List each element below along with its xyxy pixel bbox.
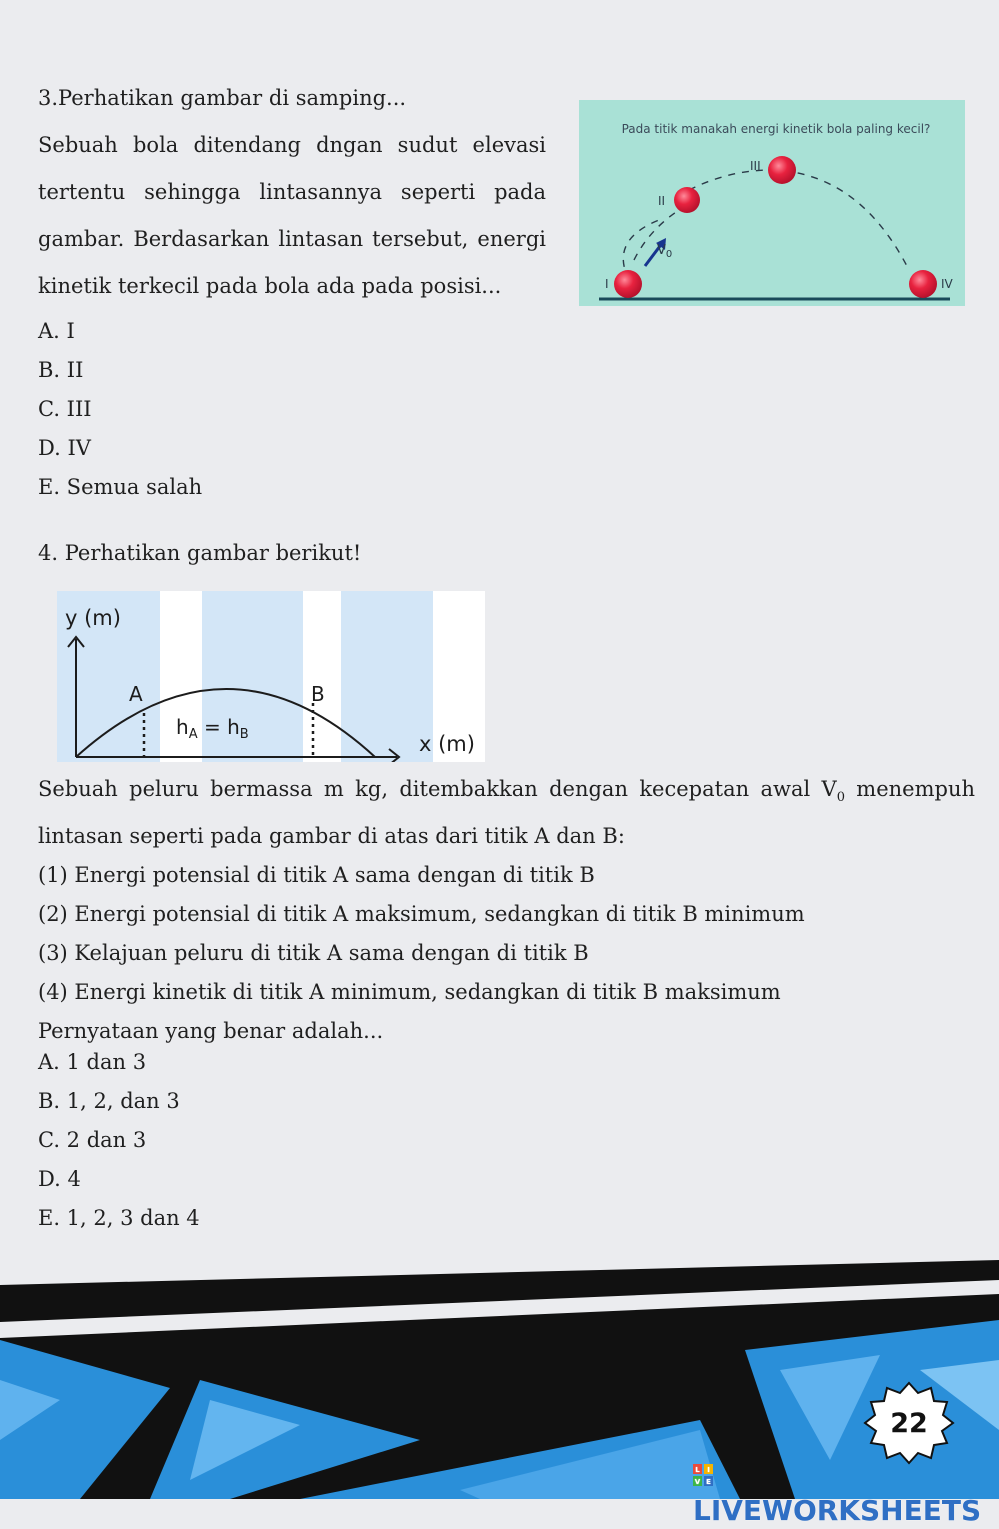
q3-ball-i xyxy=(614,270,642,298)
q3-label-i: I xyxy=(605,277,609,291)
q4-options xyxy=(38,1043,200,1238)
q3-line-1: Sebuah bola ditendang dngan sudut elevasi xyxy=(38,133,546,157)
q3-velocity-label: $V_0$ xyxy=(657,243,673,260)
q4-option-c[interactable]: C. 2 dan 3 xyxy=(38,1128,147,1152)
q3-ball-ii xyxy=(674,187,700,213)
q4-option-d[interactable]: D. 4 xyxy=(38,1167,81,1191)
liveworksheets-wordmark: LIVEWORKSHEETS xyxy=(693,1494,982,1527)
q4-option-b[interactable]: B. 1, 2, dan 3 xyxy=(38,1089,180,1113)
q4-body xyxy=(38,770,975,1051)
q4-figure-trajectory xyxy=(57,591,485,762)
liveworksheets-logo-icon xyxy=(693,1464,713,1486)
q3-option-e[interactable]: E. Semua salah xyxy=(38,475,203,499)
q4-height-equation: $h_A = h_B$ xyxy=(176,715,249,742)
q4-point-a-label: A xyxy=(129,682,143,706)
q4-statement-4: (4) Energi kinetik di titik A minimum, sedangkan di titik B maksimum xyxy=(38,980,781,1005)
q3-trajectory xyxy=(623,170,909,280)
q4-option-e[interactable]: E. 1, 2, 3 dan 4 xyxy=(38,1206,200,1230)
q3-line-4: kinetik terkecil pada bola ada pada posisi... xyxy=(38,274,502,298)
q4-body-line-1: Sebuah peluru bermassa m kg, ditembakkan dengan kecepatan awal $V_0$ menempuh xyxy=(38,777,976,806)
q4-statement-1: (1) Energi potensial di titik A sama dengan di titik B xyxy=(38,863,595,888)
q3-option-b[interactable]: B. II xyxy=(38,358,84,382)
q4-y-label: y (m) xyxy=(65,606,121,630)
q3-title: 3.Perhatikan gambar di samping... xyxy=(38,86,407,110)
q3-ball-iv xyxy=(909,270,937,298)
q3-option-d[interactable]: D. IV xyxy=(38,436,91,460)
q3-label-iii: III xyxy=(750,159,761,173)
q4-figure-svg xyxy=(57,591,485,762)
svg-text:L: L xyxy=(695,1466,700,1474)
q4-option-a[interactable]: A. 1 dan 3 xyxy=(38,1050,147,1074)
q4-statement-2: (2) Energi potensial di titik A maksimum, sedangkan di titik B minimum xyxy=(38,902,805,927)
q4-x-label: x (m) xyxy=(419,732,475,756)
q3-question-text xyxy=(38,122,546,310)
q4-body-line-2: lintasan seperti pada gambar di atas dari titik A dan B: xyxy=(38,824,625,849)
q4-title: 4. Perhatikan gambar berikut! xyxy=(38,541,362,565)
q3-label-iv: IV xyxy=(941,277,953,291)
q3-option-a[interactable]: A. I xyxy=(38,319,75,343)
liveworksheets-brand xyxy=(693,1457,999,1527)
svg-text:E: E xyxy=(706,1478,711,1486)
q4-point-b-label: B xyxy=(311,682,325,706)
q4-figure-stripe-2 xyxy=(303,591,341,762)
q3-option-c[interactable]: C. III xyxy=(38,397,92,421)
svg-text:I: I xyxy=(707,1466,710,1474)
q3-figure-caption: Pada titik manakah energi kinetik bola paling kecil? xyxy=(621,122,931,136)
q3-figure-projectile xyxy=(579,100,965,306)
q3-options xyxy=(38,312,202,507)
q3-figure-svg xyxy=(579,100,965,306)
page-number: 22 xyxy=(890,1408,928,1439)
q3-line-3: gambar. Berdasarkan lintasan tersebut, energi xyxy=(38,227,546,251)
q4-statement-3: (3) Kelajuan peluru di titik A sama dengan di titik B xyxy=(38,941,589,966)
q3-line-2: tertentu sehingga lintasannya seperti pada xyxy=(38,180,546,204)
svg-text:V: V xyxy=(694,1478,701,1486)
q3-ball-iii xyxy=(768,156,796,184)
q3-label-ii: II xyxy=(658,194,666,208)
q4-question: Pernyataan yang benar adalah... xyxy=(38,1019,384,1044)
